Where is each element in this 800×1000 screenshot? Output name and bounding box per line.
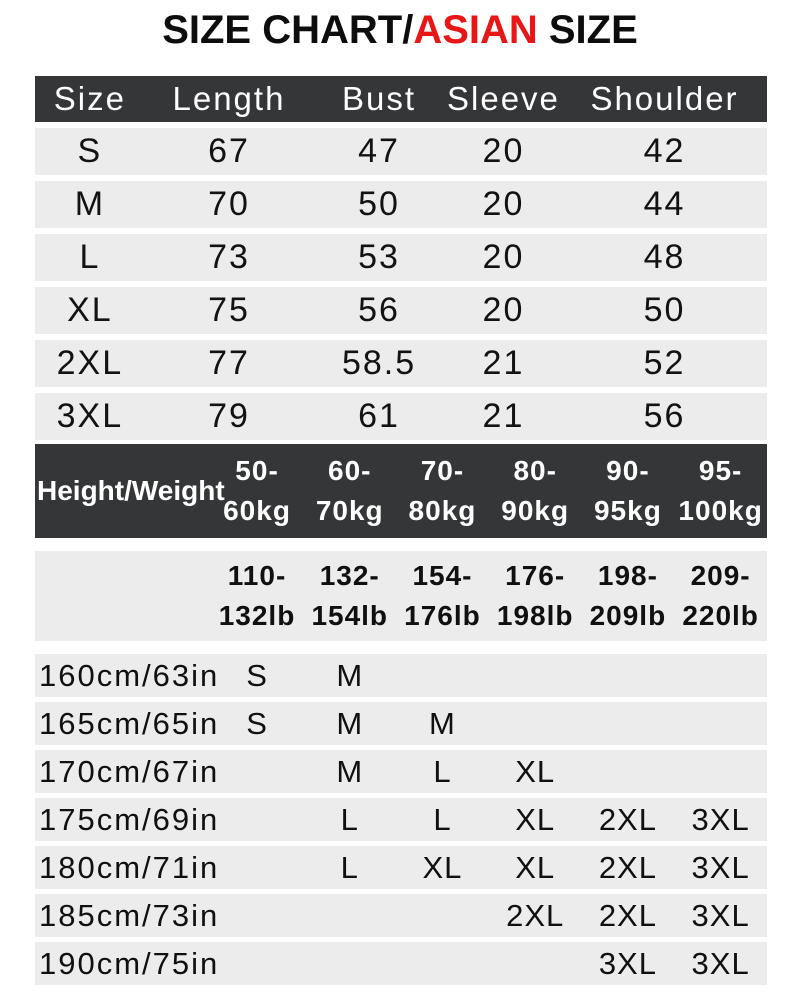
lb-range-bottom: 220lb bbox=[682, 600, 759, 631]
recommended-size: 2XL bbox=[598, 849, 657, 885]
chart-body bbox=[35, 76, 767, 985]
kg-range-bottom: 95kg bbox=[593, 495, 662, 526]
recommended-size: XL bbox=[515, 753, 556, 789]
recommended-size: S bbox=[246, 705, 268, 741]
height-label: 165cm/65in bbox=[39, 705, 220, 741]
kg-range-bottom: 60kg bbox=[223, 495, 291, 526]
shoulder-cell: 52 bbox=[643, 344, 686, 382]
kg-range bbox=[582, 451, 675, 531]
title-part-accent: ASIAN bbox=[413, 8, 538, 52]
col-header-sleeve: Sleeve bbox=[447, 80, 560, 117]
kg-range bbox=[211, 451, 304, 531]
kg-range-top: 50- bbox=[235, 455, 279, 486]
recommended-size: 3XL bbox=[598, 945, 657, 981]
kg-range-top: 60- bbox=[328, 455, 372, 486]
kg-range bbox=[303, 451, 396, 531]
shoulder-cell: 48 bbox=[643, 238, 686, 276]
lb-range-top: 110- bbox=[227, 560, 287, 591]
recommended-size: 2XL bbox=[506, 897, 565, 933]
size-table-row-s bbox=[35, 128, 767, 175]
sleeve-cell: 20 bbox=[482, 132, 525, 170]
recommended-size: M bbox=[336, 753, 364, 789]
length-cell: 77 bbox=[208, 344, 250, 382]
length-cell: 75 bbox=[208, 291, 250, 329]
size-cell: S bbox=[77, 132, 103, 170]
kg-range-top: 95- bbox=[698, 455, 743, 486]
height-label: 185cm/73in bbox=[39, 897, 220, 933]
bust-cell: 58.5 bbox=[341, 344, 417, 382]
bust-cell: 53 bbox=[358, 238, 400, 276]
lb-range-top: 198- bbox=[597, 560, 658, 591]
shoulder-cell: 42 bbox=[643, 132, 686, 170]
recommended-size: L bbox=[340, 849, 359, 885]
lb-range-bottom: 154lb bbox=[311, 600, 389, 631]
kg-range bbox=[396, 451, 489, 531]
lb-range bbox=[211, 556, 304, 636]
length-cell: 73 bbox=[208, 238, 250, 276]
height-label: 160cm/63in bbox=[39, 657, 220, 693]
bust-cell: 47 bbox=[358, 132, 400, 170]
col-header-length: Length bbox=[172, 80, 286, 117]
height-row-185 bbox=[35, 894, 767, 937]
col-header-shoulder: Shoulder bbox=[590, 80, 739, 117]
length-cell: 70 bbox=[208, 185, 250, 223]
kg-range-top: 70- bbox=[420, 455, 465, 486]
sleeve-cell: 21 bbox=[482, 344, 525, 382]
lb-range bbox=[396, 556, 489, 636]
lb-range-top: 132- bbox=[319, 560, 380, 591]
height-row-190 bbox=[35, 942, 767, 985]
height-row-165 bbox=[35, 702, 767, 745]
kg-range bbox=[489, 451, 582, 531]
size-table-row-3xl bbox=[35, 393, 767, 440]
height-row-160 bbox=[35, 654, 767, 697]
size-cell: XL bbox=[67, 291, 113, 329]
bust-cell: 61 bbox=[358, 397, 400, 435]
col-header-bust: Bust bbox=[342, 80, 417, 117]
size-table-row-l bbox=[35, 234, 767, 281]
title-part-3: SIZE bbox=[537, 8, 638, 52]
kg-range bbox=[674, 451, 767, 531]
page-title bbox=[0, 0, 800, 52]
height-weight-label: Height/Weight bbox=[37, 475, 225, 506]
title-part-1: SIZE CHART/ bbox=[162, 8, 414, 52]
size-table-row-2xl bbox=[35, 340, 767, 387]
kg-range-top: 80- bbox=[513, 455, 557, 486]
kg-range-bottom: 90kg bbox=[501, 495, 570, 526]
lb-range-top: 209- bbox=[690, 560, 751, 591]
height-row-175 bbox=[35, 798, 767, 841]
kg-range-top: 90- bbox=[606, 455, 650, 486]
lb-range bbox=[303, 556, 396, 636]
lb-range bbox=[674, 556, 767, 636]
recommended-size: 3XL bbox=[691, 801, 750, 837]
sleeve-cell: 20 bbox=[482, 185, 525, 223]
height-label: 170cm/67in bbox=[39, 753, 220, 789]
recommended-size: XL bbox=[515, 801, 556, 837]
height-label: 175cm/69in bbox=[39, 801, 220, 837]
height-weight-header-bar bbox=[35, 444, 767, 538]
recommended-size: 2XL bbox=[598, 801, 657, 837]
bust-cell: 56 bbox=[358, 291, 400, 329]
size-table-row-m bbox=[35, 181, 767, 228]
recommended-size: 3XL bbox=[691, 849, 750, 885]
lb-range-bottom: 198lb bbox=[496, 600, 574, 631]
height-label: 190cm/75in bbox=[39, 945, 220, 981]
lb-range-top: 154- bbox=[412, 560, 473, 591]
lb-range-bottom: 176lb bbox=[404, 600, 481, 631]
kg-range-bottom: 70kg bbox=[315, 495, 384, 526]
recommended-size: S bbox=[246, 657, 268, 693]
recommended-size: 2XL bbox=[598, 897, 657, 933]
height-label: 180cm/71in bbox=[39, 849, 220, 885]
recommended-size: 3XL bbox=[691, 897, 750, 933]
kg-range-bottom: 80kg bbox=[408, 495, 477, 526]
recommended-size: XL bbox=[422, 849, 463, 885]
size-table-header bbox=[35, 76, 767, 122]
lb-range-bottom: 209lb bbox=[589, 600, 667, 631]
lb-range-bottom: 132lb bbox=[218, 600, 296, 631]
shoulder-cell: 50 bbox=[643, 291, 686, 329]
height-row-180 bbox=[35, 846, 767, 889]
size-table-row-xl bbox=[35, 287, 767, 334]
sleeve-cell: 21 bbox=[482, 397, 525, 435]
recommended-size: L bbox=[433, 801, 452, 837]
shoulder-cell: 56 bbox=[643, 397, 686, 435]
recommended-size: M bbox=[336, 705, 364, 741]
lb-range bbox=[582, 556, 675, 636]
length-cell: 67 bbox=[208, 132, 250, 170]
col-header-size: Size bbox=[53, 80, 126, 117]
bust-cell: 50 bbox=[358, 185, 400, 223]
recommended-size: XL bbox=[515, 849, 556, 885]
lb-range-top: 176- bbox=[505, 560, 566, 591]
recommended-size: L bbox=[433, 753, 452, 789]
sleeve-cell: 20 bbox=[482, 238, 525, 276]
height-row-170 bbox=[35, 750, 767, 793]
recommended-size: M bbox=[336, 657, 364, 693]
size-cell: M bbox=[74, 185, 106, 223]
size-cell: 2XL bbox=[56, 344, 124, 382]
kg-range-bottom: 100kg bbox=[678, 495, 763, 526]
recommended-size: 3XL bbox=[691, 945, 750, 981]
lb-range bbox=[489, 556, 582, 636]
size-cell: 3XL bbox=[56, 397, 124, 435]
length-cell: 79 bbox=[208, 397, 250, 435]
recommended-size: L bbox=[340, 801, 359, 837]
shoulder-cell: 44 bbox=[643, 185, 686, 223]
sleeve-cell: 20 bbox=[482, 291, 525, 329]
recommended-size: M bbox=[429, 705, 456, 741]
pounds-range-row bbox=[35, 551, 767, 641]
size-cell: L bbox=[79, 238, 101, 276]
